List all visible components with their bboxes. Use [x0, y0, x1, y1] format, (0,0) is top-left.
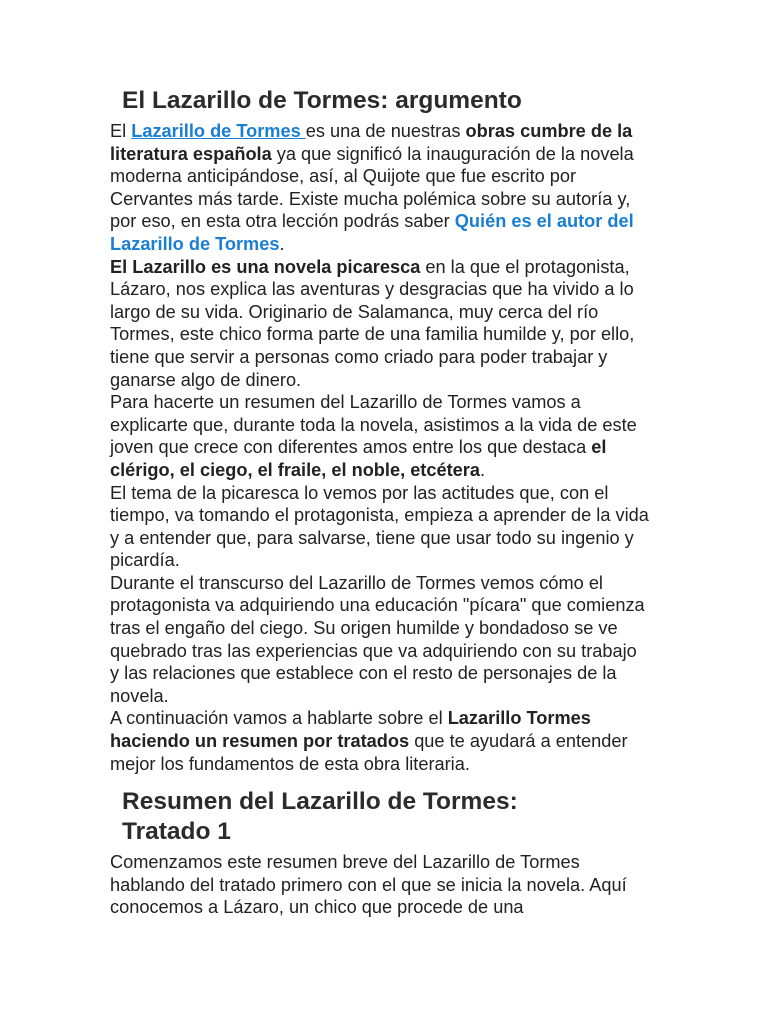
bold-text: El Lazarillo es una novela picaresca	[110, 256, 421, 277]
tema-paragraph: El tema de la picaresca lo vemos por las actitudes que, con el tiempo, va tomando el protagonista, empieza a aprender de la vida y a entender que, para salvarse, tiene que usar todo su ingenio y picardía.	[110, 482, 649, 571]
picaresca-paragraph	[110, 256, 650, 392]
text-span: en la que el protagonista, Lázaro, nos explica las aventuras y desgracias que ha vivido a lo largo de su vida. Originario de Salamanca, muy cerca del río Tormes, este chico forma parte de una familia humilde y, por ello, tiene que servir a personas como criado para poder trabajar y ganarse algo de dinero.	[110, 256, 635, 390]
text-span: Para hacerte un resumen del Lazarillo de Tormes vamos a explicarte que, durante toda la novela, asistimos a la vida de este joven que crece con diferentes amos entre los que destaca	[110, 392, 637, 458]
bold-text: el clérigo, el ciego, el fraile, el noble, etcétera	[110, 437, 607, 480]
continuacion-paragraph	[110, 707, 650, 775]
bold-text: Lazarillo Tormes haciendo un resumen por tratados	[110, 708, 591, 752]
text-span: ya que significó la inauguración de la novela moderna anticipándose, así, al Quijote que fue escrito por Cervantes más tarde. Existe mucha polémica sobre su autoría y, por eso, en esta otra lección podrás saber	[110, 143, 634, 232]
page-title: El Lazarillo de Tormes: argumento	[122, 87, 522, 114]
author-link[interactable]: Quién es el autor del Lazarillo de Tormes	[110, 211, 634, 254]
transcurso-paragraph: Durante el transcurso del Lazarillo de Tormes vemos cómo el protagonista va adquiriendo una educación "pícara" que comienza tras el engaño del ciego. Su origen humilde y bondadoso se ve quebrado tras las experiencias que va adquiriendo con su trabajo y las relaciones que establece con el resto de personajes de la novela.	[110, 572, 645, 706]
intro-paragraph	[110, 120, 650, 256]
text-span: .	[279, 233, 285, 254]
text-span: que te ayudará a entender mejor los fundamentos de esta obra literaria.	[110, 731, 628, 774]
bold-text: obras cumbre de la literatura española	[110, 121, 633, 164]
amos-paragraph	[110, 391, 650, 481]
tratado-paragraph: Comenzamos este resumen breve del Lazarillo de Tormes hablando del tratado primero con el que se inicia la novela. Aquí conocemos a Lázaro, un chico que procede de una	[110, 852, 627, 918]
section-heading: Resumen del Lazarillo de Tormes: Tratado 1	[122, 788, 518, 846]
text-span: El	[110, 121, 132, 141]
document-page	[110, 86, 650, 919]
text-span: .	[479, 459, 486, 480]
text-span: es una de nuestras	[305, 121, 466, 141]
text-span: A continuación vamos a hablarte sobre el	[110, 708, 448, 729]
lazarillo-link[interactable]: Lazarillo de Tormes	[131, 121, 306, 141]
